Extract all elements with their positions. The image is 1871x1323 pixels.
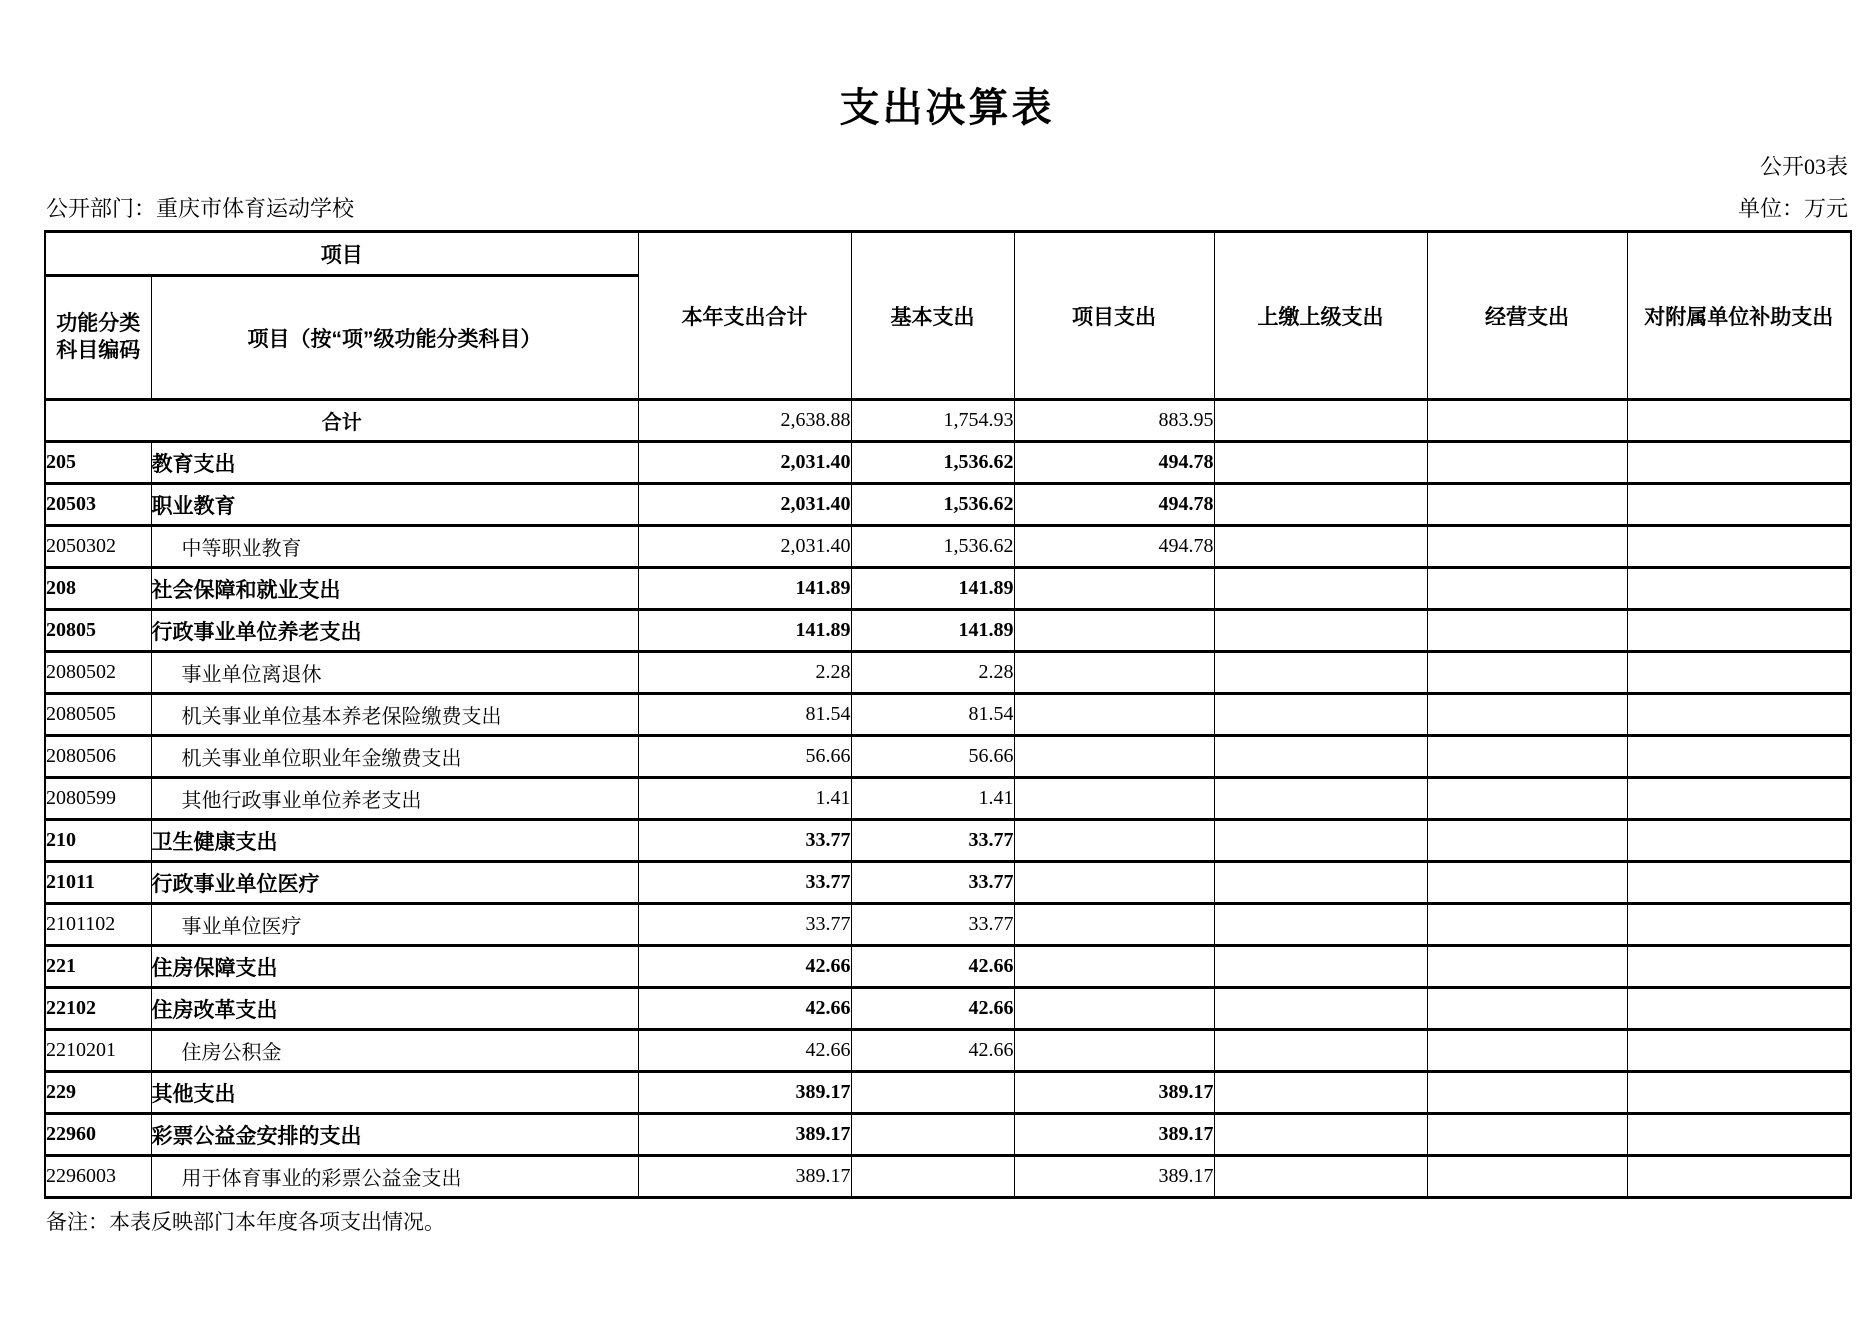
department-label: 公开部门：重庆市体育运动学校 xyxy=(46,196,355,221)
row-value xyxy=(1627,1156,1851,1198)
row-value: 141.89 xyxy=(851,610,1014,652)
row-value xyxy=(1427,778,1627,820)
row-value: 33.77 xyxy=(638,862,851,904)
row-value: 141.89 xyxy=(638,568,851,610)
row-value xyxy=(1427,1072,1627,1114)
row-code: 2101102 xyxy=(45,904,151,946)
table-code-label: 公开03表 xyxy=(1759,154,1848,179)
table-row xyxy=(45,484,1851,526)
row-value xyxy=(1214,820,1427,862)
row-value xyxy=(1427,610,1627,652)
row-code: 2080599 xyxy=(45,778,151,820)
total-label: 合计 xyxy=(45,400,638,442)
row-value xyxy=(1014,988,1214,1030)
row-code: 2080502 xyxy=(45,652,151,694)
page-title: 支出决算表 xyxy=(839,86,1055,130)
row-value xyxy=(1214,904,1427,946)
header-col-total: 本年支出合计 xyxy=(638,232,851,400)
table-row xyxy=(45,736,1851,778)
row-item-name: 行政事业单位养老支出 xyxy=(151,610,638,652)
row-code: 2080506 xyxy=(45,736,151,778)
row-code: 21011 xyxy=(45,862,151,904)
row-code: 205 xyxy=(45,442,151,484)
row-value xyxy=(1427,652,1627,694)
total-value: 883.95 xyxy=(1014,400,1214,442)
table-row xyxy=(45,946,1851,988)
row-code: 22102 xyxy=(45,988,151,1030)
table-row xyxy=(45,1114,1851,1156)
table-row xyxy=(45,862,1851,904)
row-value: 33.77 xyxy=(851,862,1014,904)
row-value: 389.17 xyxy=(638,1072,851,1114)
row-value xyxy=(1627,694,1851,736)
row-value xyxy=(1014,862,1214,904)
row-value: 1,536.62 xyxy=(851,526,1014,568)
row-value xyxy=(1627,820,1851,862)
table-row xyxy=(45,694,1851,736)
row-value xyxy=(1427,946,1627,988)
footnote: 备注：本表反映部门本年度各项支出情况。 xyxy=(46,1210,445,1234)
row-value xyxy=(1627,442,1851,484)
total-value: 1,754.93 xyxy=(851,400,1014,442)
row-value xyxy=(1627,652,1851,694)
row-value: 33.77 xyxy=(638,904,851,946)
unit-label: 单位：万元 xyxy=(1737,196,1848,221)
row-value: 2.28 xyxy=(851,652,1014,694)
table-row xyxy=(45,820,1851,862)
row-item-name: 住房保障支出 xyxy=(151,946,638,988)
table-row xyxy=(45,1156,1851,1198)
row-value xyxy=(1214,1072,1427,1114)
row-value xyxy=(1014,736,1214,778)
row-value: 2,031.40 xyxy=(638,442,851,484)
row-value xyxy=(1627,862,1851,904)
row-code: 2050302 xyxy=(45,526,151,568)
row-code: 208 xyxy=(45,568,151,610)
row-value: 81.54 xyxy=(638,694,851,736)
total-value xyxy=(1627,400,1851,442)
row-value xyxy=(1427,820,1627,862)
row-value: 42.66 xyxy=(638,988,851,1030)
row-value xyxy=(1627,484,1851,526)
row-value xyxy=(1427,988,1627,1030)
row-code: 20805 xyxy=(45,610,151,652)
row-item-name: 机关事业单位基本养老保险缴费支出 xyxy=(151,694,638,736)
row-code: 229 xyxy=(45,1072,151,1114)
header-col-upturn: 上缴上级支出 xyxy=(1214,232,1427,400)
row-value xyxy=(851,1156,1014,1198)
row-value: 389.17 xyxy=(1014,1072,1214,1114)
row-item-name: 教育支出 xyxy=(151,442,638,484)
row-value xyxy=(1427,736,1627,778)
row-value xyxy=(1214,778,1427,820)
row-value xyxy=(1627,610,1851,652)
header-project-group: 项目 xyxy=(45,232,638,276)
row-value xyxy=(1214,526,1427,568)
row-value xyxy=(1014,820,1214,862)
row-value xyxy=(1214,568,1427,610)
header-code-col: 功能分类科目编码 xyxy=(45,276,151,400)
row-value xyxy=(1427,568,1627,610)
row-value xyxy=(1627,526,1851,568)
row-value xyxy=(1214,652,1427,694)
row-value xyxy=(1627,988,1851,1030)
row-value xyxy=(1427,1156,1627,1198)
row-value: 2,031.40 xyxy=(638,484,851,526)
row-item-name: 职业教育 xyxy=(151,484,638,526)
table-row xyxy=(45,988,1851,1030)
row-value xyxy=(1214,694,1427,736)
row-value xyxy=(1014,1030,1214,1072)
header-col-operating: 经营支出 xyxy=(1427,232,1627,400)
row-item-name: 事业单位医疗 xyxy=(151,904,638,946)
row-value: 1.41 xyxy=(638,778,851,820)
row-value xyxy=(1627,1114,1851,1156)
row-value xyxy=(1014,946,1214,988)
table-row xyxy=(45,568,1851,610)
row-code: 210 xyxy=(45,820,151,862)
row-value: 494.78 xyxy=(1014,484,1214,526)
row-code: 2080505 xyxy=(45,694,151,736)
row-value xyxy=(1014,652,1214,694)
row-value xyxy=(1427,694,1627,736)
row-item-name: 住房公积金 xyxy=(151,1030,638,1072)
row-value xyxy=(1427,1114,1627,1156)
row-value xyxy=(1427,862,1627,904)
table-row xyxy=(45,1072,1851,1114)
row-value xyxy=(1214,988,1427,1030)
row-value xyxy=(1214,610,1427,652)
table-row xyxy=(45,778,1851,820)
row-value: 42.66 xyxy=(851,1030,1014,1072)
row-value xyxy=(1014,568,1214,610)
total-value: 2,638.88 xyxy=(638,400,851,442)
row-value xyxy=(1627,1030,1851,1072)
row-value xyxy=(1214,946,1427,988)
header-col-project: 项目支出 xyxy=(1014,232,1214,400)
row-value: 56.66 xyxy=(638,736,851,778)
row-value xyxy=(1214,862,1427,904)
table-body xyxy=(45,400,1851,1198)
table-row xyxy=(45,904,1851,946)
row-item-name: 其他行政事业单位养老支出 xyxy=(151,778,638,820)
row-value: 81.54 xyxy=(851,694,1014,736)
total-value xyxy=(1427,400,1627,442)
row-value: 42.66 xyxy=(638,1030,851,1072)
row-value xyxy=(1014,778,1214,820)
table-row xyxy=(45,1030,1851,1072)
row-value xyxy=(1627,736,1851,778)
header-item-col: 项目（按“项”级功能分类科目） xyxy=(151,276,638,400)
row-item-name: 社会保障和就业支出 xyxy=(151,568,638,610)
table-row xyxy=(45,442,1851,484)
row-value: 2,031.40 xyxy=(638,526,851,568)
table-header xyxy=(45,232,1851,400)
row-value: 33.77 xyxy=(851,904,1014,946)
row-value xyxy=(1627,946,1851,988)
table-row xyxy=(45,610,1851,652)
row-value xyxy=(1627,1072,1851,1114)
row-value: 494.78 xyxy=(1014,526,1214,568)
row-value xyxy=(1627,778,1851,820)
row-value xyxy=(851,1114,1014,1156)
row-item-name: 彩票公益金安排的支出 xyxy=(151,1114,638,1156)
row-value: 56.66 xyxy=(851,736,1014,778)
row-value: 141.89 xyxy=(851,568,1014,610)
row-value: 141.89 xyxy=(638,610,851,652)
row-value: 33.77 xyxy=(638,820,851,862)
row-value xyxy=(851,1072,1014,1114)
row-value xyxy=(1427,526,1627,568)
row-value: 42.66 xyxy=(851,988,1014,1030)
row-value xyxy=(1014,694,1214,736)
row-value: 389.17 xyxy=(638,1114,851,1156)
row-value xyxy=(1214,442,1427,484)
header-col-basic: 基本支出 xyxy=(851,232,1014,400)
expenditure-table xyxy=(44,230,1852,1199)
table-row xyxy=(45,652,1851,694)
total-value xyxy=(1214,400,1427,442)
row-value: 1.41 xyxy=(851,778,1014,820)
header-row-1 xyxy=(45,232,1851,276)
header-col-subsidy: 对附属单位补助支出 xyxy=(1627,232,1851,400)
row-value xyxy=(1627,904,1851,946)
total-row xyxy=(45,400,1851,442)
row-code: 22960 xyxy=(45,1114,151,1156)
row-value xyxy=(1214,736,1427,778)
row-code: 2210201 xyxy=(45,1030,151,1072)
row-value xyxy=(1427,484,1627,526)
row-item-name: 卫生健康支出 xyxy=(151,820,638,862)
row-value: 2.28 xyxy=(638,652,851,694)
row-value xyxy=(1427,1030,1627,1072)
row-value: 1,536.62 xyxy=(851,442,1014,484)
row-value: 33.77 xyxy=(851,820,1014,862)
table-row xyxy=(45,526,1851,568)
row-value: 389.17 xyxy=(638,1156,851,1198)
row-code: 20503 xyxy=(45,484,151,526)
row-value: 389.17 xyxy=(1014,1114,1214,1156)
row-item-name: 行政事业单位医疗 xyxy=(151,862,638,904)
row-code: 2296003 xyxy=(45,1156,151,1198)
row-item-name: 其他支出 xyxy=(151,1072,638,1114)
row-value xyxy=(1214,1156,1427,1198)
row-value xyxy=(1427,904,1627,946)
row-value xyxy=(1014,904,1214,946)
row-code: 221 xyxy=(45,946,151,988)
row-value: 42.66 xyxy=(638,946,851,988)
row-value xyxy=(1214,1114,1427,1156)
row-value xyxy=(1627,568,1851,610)
row-item-name: 用于体育事业的彩票公益金支出 xyxy=(151,1156,638,1198)
row-item-name: 住房改革支出 xyxy=(151,988,638,1030)
row-value: 389.17 xyxy=(1014,1156,1214,1198)
row-value: 1,536.62 xyxy=(851,484,1014,526)
row-value xyxy=(1214,1030,1427,1072)
row-item-name: 事业单位离退休 xyxy=(151,652,638,694)
row-value xyxy=(1014,610,1214,652)
row-item-name: 机关事业单位职业年金缴费支出 xyxy=(151,736,638,778)
row-value xyxy=(1214,484,1427,526)
row-value xyxy=(1427,442,1627,484)
row-item-name: 中等职业教育 xyxy=(151,526,638,568)
row-value: 494.78 xyxy=(1014,442,1214,484)
row-value: 42.66 xyxy=(851,946,1014,988)
